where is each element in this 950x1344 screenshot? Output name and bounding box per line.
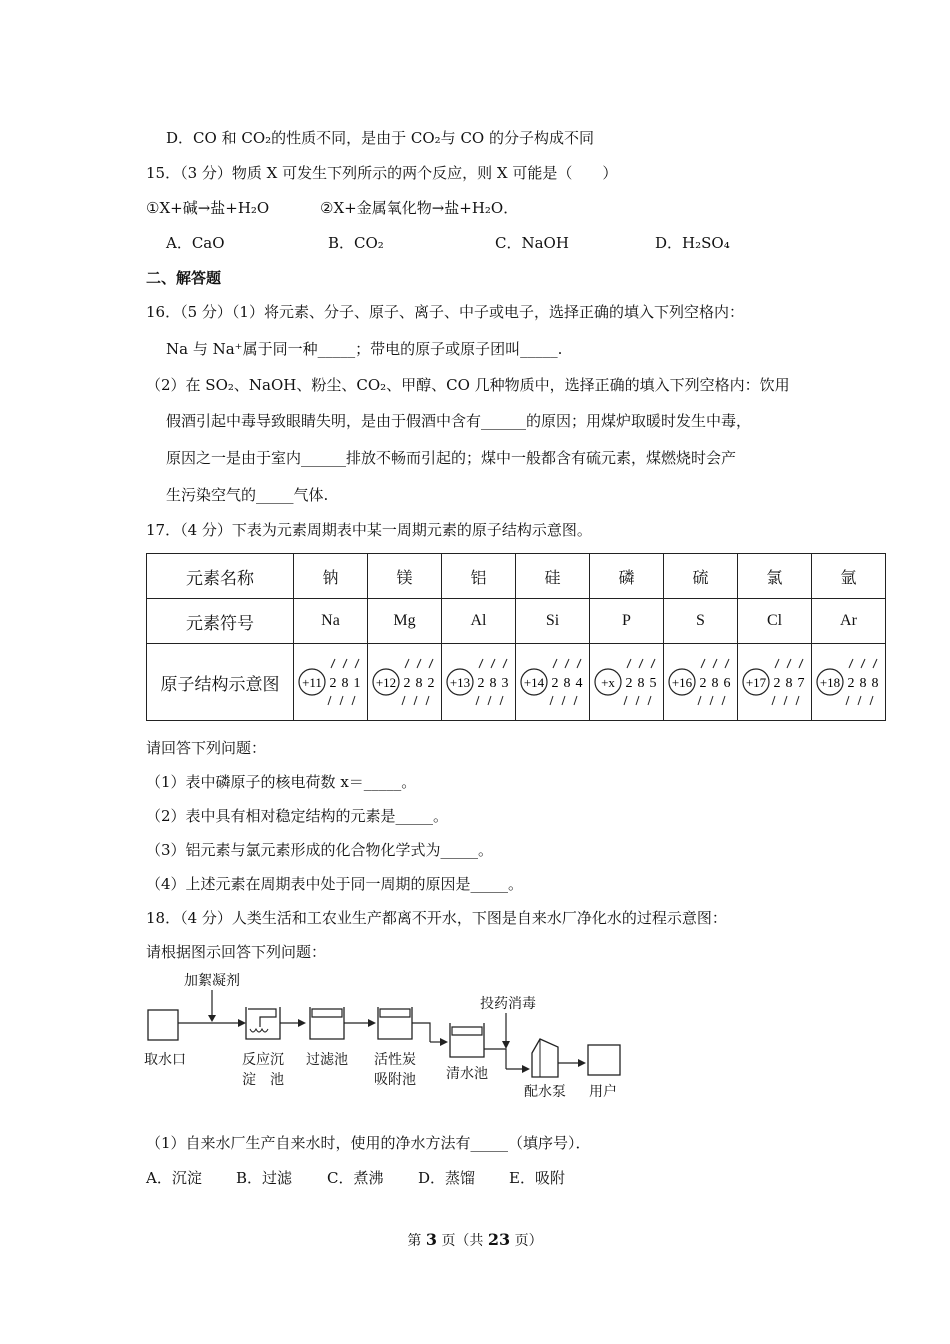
q14-option-d: D．CO 和 CO₂的性质不同，是由于 CO₂与 CO 的分子构成不同 bbox=[166, 129, 594, 147]
shell-electron-count: 8 bbox=[871, 676, 878, 691]
shell-electron-count: 3 bbox=[501, 676, 508, 691]
shell-electron-count: 2 bbox=[625, 676, 632, 691]
q15-option-c: C．NaOH bbox=[495, 234, 569, 252]
shell-arc-top bbox=[491, 659, 495, 668]
shell-arc-bottom bbox=[710, 696, 713, 705]
nucleus-charge: +16 bbox=[671, 675, 692, 690]
shell-arc-bottom bbox=[624, 696, 627, 705]
shell-electron-count: 2 bbox=[847, 676, 854, 691]
atom-structure-diagram bbox=[740, 647, 810, 717]
q17-stem: 17．（4 分）下表为元素周期表中某一周期元素的原子结构示意图。 bbox=[146, 521, 592, 539]
atom-structure-diagram bbox=[296, 647, 366, 717]
label-clear-water: 清水池 bbox=[446, 1066, 488, 1082]
shell-arc-top bbox=[405, 659, 409, 668]
shell-electron-count: 2 bbox=[329, 676, 336, 691]
atom-structure-diagram bbox=[444, 647, 514, 717]
q18-option-a: A．沉淀 bbox=[146, 1169, 202, 1187]
atom-diagram-cell bbox=[516, 644, 590, 721]
q15-reaction-1: ①X+碱→盐+H₂O bbox=[146, 199, 270, 217]
shell-electron-count: 8 bbox=[415, 676, 422, 691]
element-name: 硫 bbox=[664, 554, 738, 599]
q16-line-3: （2）在 SO₂、NaOH、粉尘、CO₂、甲醇、CO 几种物质中，选择正确的填入下列空格内：饮用 bbox=[146, 376, 790, 394]
q16-line-2: Na 与 Na⁺属于同一种_____；带电的原子或原子团叫_____. bbox=[166, 340, 563, 358]
shell-electron-count: 2 bbox=[699, 676, 706, 691]
shell-arc-bottom bbox=[648, 696, 651, 705]
label-filter: 过滤池 bbox=[306, 1052, 348, 1068]
shell-arc-top bbox=[787, 659, 791, 668]
q18-sub-1: （1）自来水厂生产自来水时，使用的净水方法有_____（填序号）． bbox=[146, 1134, 591, 1152]
shell-arc-bottom bbox=[772, 696, 775, 705]
shell-arc-top bbox=[775, 659, 779, 668]
label-intake: 取水口 bbox=[144, 1052, 186, 1068]
q18-option-b: B．过滤 bbox=[236, 1169, 293, 1187]
element-symbol: S bbox=[664, 599, 738, 644]
q18-option-e: E．吸附 bbox=[509, 1169, 565, 1187]
nucleus-charge: +12 bbox=[375, 675, 396, 690]
q18-option-c: C．煮沸 bbox=[327, 1169, 384, 1187]
shell-arc-bottom bbox=[698, 696, 701, 705]
atom-diagram-cell bbox=[442, 644, 516, 721]
shell-electron-count: 4 bbox=[575, 676, 582, 691]
shell-arc-top bbox=[651, 659, 655, 668]
footer-total-pages: 23 bbox=[487, 1230, 511, 1249]
shell-arc-top bbox=[565, 659, 569, 668]
element-symbol: Ar bbox=[812, 599, 886, 644]
shell-electron-count: 2 bbox=[773, 676, 780, 691]
label-coagulant: 加絮凝剂 bbox=[184, 973, 240, 989]
q17-sub-2: （2）表中具有相对稳定结构的元素是_____。 bbox=[146, 807, 449, 825]
shell-electron-count: 2 bbox=[477, 676, 484, 691]
element-symbol: P bbox=[590, 599, 664, 644]
shell-arc-bottom bbox=[328, 696, 331, 705]
shell-electron-count: 8 bbox=[341, 676, 348, 691]
shell-arc-bottom bbox=[636, 696, 639, 705]
shell-arc-bottom bbox=[784, 696, 787, 705]
shell-arc-top bbox=[553, 659, 557, 668]
footer-middle: 页（共 bbox=[441, 1233, 484, 1249]
nucleus-charge: +17 bbox=[745, 675, 766, 690]
shell-arc-top bbox=[713, 659, 717, 668]
shell-arc-bottom bbox=[488, 696, 491, 705]
shell-arc-bottom bbox=[340, 696, 343, 705]
element-symbol: Al bbox=[442, 599, 516, 644]
row-element-symbols bbox=[147, 599, 886, 644]
element-name: 钠 bbox=[294, 554, 368, 599]
element-symbol: Mg bbox=[368, 599, 442, 644]
row-header-names: 元素名称 bbox=[147, 554, 294, 599]
element-name: 硅 bbox=[516, 554, 590, 599]
label-carbon-1: 活性炭 bbox=[374, 1052, 416, 1068]
q16-line-6: 生污染空气的_____气体. bbox=[166, 486, 329, 504]
element-name: 氩 bbox=[812, 554, 886, 599]
shell-arc-bottom bbox=[722, 696, 725, 705]
shell-electron-count: 8 bbox=[711, 676, 718, 691]
q16-line-4: 假酒引起中毒导致眼睛失明，是由于假酒中含有______的原因；用煤炉取暖时发生中毒， bbox=[166, 412, 752, 430]
row-header-structure: 原子结构示意图 bbox=[147, 644, 294, 721]
shell-electron-count: 1 bbox=[353, 676, 360, 691]
shell-arc-top bbox=[355, 659, 359, 668]
row-header-symbols: 元素符号 bbox=[147, 599, 294, 644]
shell-electron-count: 8 bbox=[563, 676, 570, 691]
footer-prefix: 第 bbox=[407, 1233, 422, 1249]
shell-arc-bottom bbox=[796, 696, 799, 705]
shell-arc-bottom bbox=[550, 696, 553, 705]
atom-structure-diagram bbox=[370, 647, 440, 717]
shell-arc-top bbox=[799, 659, 803, 668]
nucleus-charge: +14 bbox=[523, 675, 544, 690]
q15-option-a: A．CaO bbox=[166, 234, 225, 252]
q18-prompt: 请根据图示回答下列问题： bbox=[146, 943, 327, 961]
element-symbol: Si bbox=[516, 599, 590, 644]
shell-arc-top bbox=[577, 659, 581, 668]
atom-diagram-cell bbox=[294, 644, 368, 721]
label-sedimentation-1: 反应沉 bbox=[242, 1052, 284, 1068]
q15-reaction-2: ②X+金属氧化物→盐+H₂O． bbox=[320, 199, 519, 217]
shell-electron-count: 8 bbox=[489, 676, 496, 691]
nucleus-charge: +18 bbox=[819, 675, 840, 690]
row-atomic-structure bbox=[147, 644, 886, 721]
label-user: 用户 bbox=[589, 1084, 617, 1100]
label-carbon-2: 吸附池 bbox=[374, 1072, 416, 1088]
shell-arc-top bbox=[873, 659, 877, 668]
element-symbol: Cl bbox=[738, 599, 812, 644]
element-name: 铝 bbox=[442, 554, 516, 599]
atom-diagram-cell bbox=[812, 644, 886, 721]
atom-structure-diagram bbox=[518, 647, 588, 717]
nucleus-charge: +x bbox=[600, 675, 615, 690]
shell-arc-top bbox=[343, 659, 347, 668]
shell-electron-count: 7 bbox=[797, 676, 804, 691]
element-symbol: Na bbox=[294, 599, 368, 644]
shell-arc-top bbox=[861, 659, 865, 668]
atom-structure-diagram bbox=[666, 647, 736, 717]
q17-sub-4: （4）上述元素在周期表中处于同一周期的原因是_____。 bbox=[146, 875, 524, 893]
shell-arc-top bbox=[331, 659, 335, 668]
q17-sub-3: （3）铝元素与氯元素形成的化合物化学式为_____。 bbox=[146, 841, 494, 859]
shell-arc-bottom bbox=[858, 696, 861, 705]
shell-arc-bottom bbox=[402, 696, 405, 705]
atom-diagram-cell bbox=[664, 644, 738, 721]
shell-arc-top bbox=[849, 659, 853, 668]
shell-arc-top bbox=[725, 659, 729, 668]
label-pump: 配水泵 bbox=[524, 1084, 566, 1100]
q16-line-5: 原因之一是由于室内______排放不畅而引起的；煤中一般都含有硫元素，煤燃烧时会产 bbox=[166, 449, 737, 467]
shell-arc-top bbox=[503, 659, 507, 668]
q16-stem: 16．（5 分）（1）将元素、分子、原子、离子、中子或电子，选择正确的填入下列空格内： bbox=[146, 303, 744, 321]
shell-arc-bottom bbox=[426, 696, 429, 705]
atom-diagram-cell bbox=[368, 644, 442, 721]
footer-page-number: 3 bbox=[425, 1230, 437, 1249]
shell-electron-count: 2 bbox=[551, 676, 558, 691]
shell-arc-bottom bbox=[562, 696, 565, 705]
shell-electron-count: 2 bbox=[403, 676, 410, 691]
q15-option-d: D．H₂SO₄ bbox=[655, 234, 730, 252]
q15-option-b: B．CO₂ bbox=[328, 234, 384, 252]
shell-arc-bottom bbox=[500, 696, 503, 705]
q18-options bbox=[146, 1168, 565, 1188]
q18-stem: 18．（4 分）人类生活和工农业生产都离不开水，下图是自来水厂净化水的过程示意图： bbox=[146, 909, 727, 927]
shell-arc-top bbox=[701, 659, 705, 668]
shell-arc-top bbox=[627, 659, 631, 668]
atom-diagram-cell bbox=[738, 644, 812, 721]
atom-diagram-cell bbox=[590, 644, 664, 721]
shell-electron-count: 6 bbox=[723, 676, 730, 691]
element-name: 镁 bbox=[368, 554, 442, 599]
shell-electron-count: 8 bbox=[637, 676, 644, 691]
nucleus-charge: +13 bbox=[449, 675, 470, 690]
element-name: 磷 bbox=[590, 554, 664, 599]
element-name: 氯 bbox=[738, 554, 812, 599]
atom-structure-diagram bbox=[592, 647, 662, 717]
shell-electron-count: 8 bbox=[785, 676, 792, 691]
label-sedimentation-2: 淀 池 bbox=[242, 1072, 284, 1088]
shell-electron-count: 5 bbox=[649, 676, 656, 691]
shell-arc-bottom bbox=[574, 696, 577, 705]
water-treatment-diagram bbox=[140, 965, 640, 1105]
section-heading: 二、解答题 bbox=[146, 269, 222, 287]
shell-arc-bottom bbox=[476, 696, 479, 705]
q17-prompt: 请回答下列问题： bbox=[146, 739, 267, 757]
q17-sub-1: （1）表中磷原子的核电荷数 x＝_____。 bbox=[146, 773, 417, 791]
atom-structure-diagram bbox=[814, 647, 884, 717]
shell-arc-bottom bbox=[870, 696, 873, 705]
row-element-names bbox=[147, 554, 886, 599]
shell-arc-top bbox=[417, 659, 421, 668]
periodic-table bbox=[146, 553, 886, 721]
shell-arc-top bbox=[479, 659, 483, 668]
q15-stem: 15．（3 分）物质 X 可发生下列所示的两个反应，则 X 可能是（ ） bbox=[146, 164, 618, 182]
shell-arc-bottom bbox=[414, 696, 417, 705]
shell-arc-top bbox=[639, 659, 643, 668]
label-disinfect: 投药消毒 bbox=[480, 996, 536, 1012]
nucleus-charge: +11 bbox=[301, 675, 322, 690]
shell-electron-count: 2 bbox=[427, 676, 434, 691]
shell-electron-count: 8 bbox=[859, 676, 866, 691]
shell-arc-bottom bbox=[352, 696, 355, 705]
shell-arc-bottom bbox=[846, 696, 849, 705]
page-footer bbox=[0, 1230, 950, 1250]
shell-arc-top bbox=[429, 659, 433, 668]
footer-suffix: 页） bbox=[514, 1233, 543, 1249]
q18-option-d: D．蒸馏 bbox=[418, 1169, 476, 1187]
